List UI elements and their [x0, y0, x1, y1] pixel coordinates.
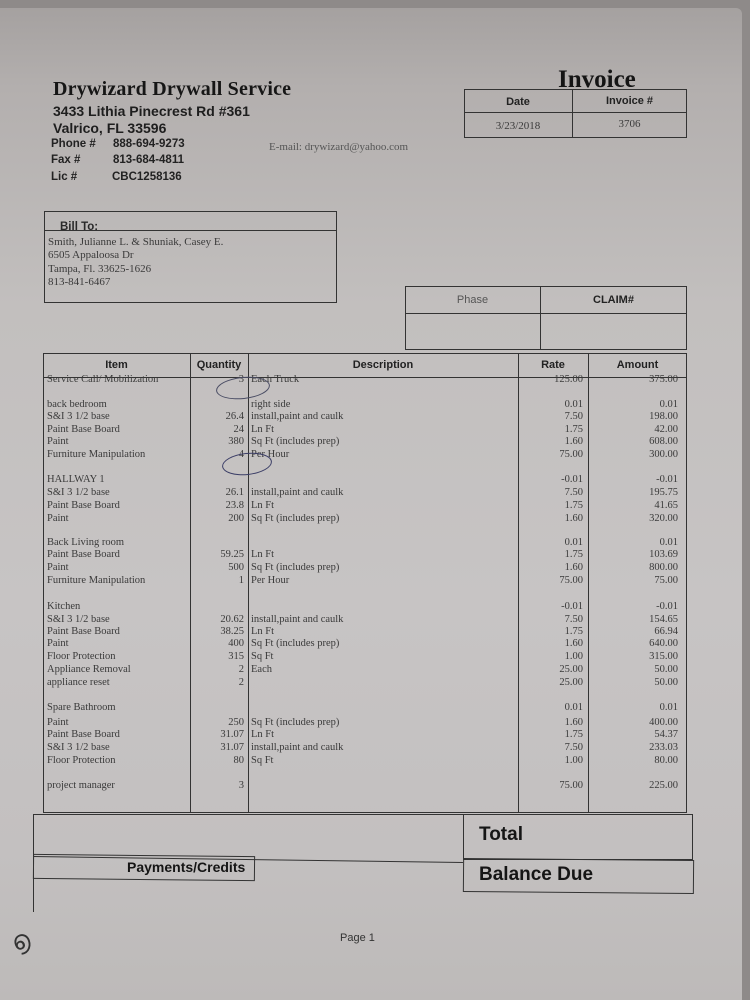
item-cell: S&I 3 1/2 base: [47, 411, 110, 422]
invoice-date: 3/23/2018: [495, 120, 541, 132]
description-cell: Sq Ft: [251, 755, 274, 766]
rate-cell: -0.01: [561, 601, 583, 612]
item-cell: Paint Base Board: [47, 626, 120, 637]
description-cell: Ln Ft: [251, 500, 275, 511]
rate-cell: 7.50: [564, 742, 583, 753]
quantity-cell: 59.25: [220, 549, 244, 560]
description-cell: Sq Ft (includes prep): [251, 717, 340, 728]
invoice-title: Invoice: [558, 66, 636, 93]
date-label: Date: [506, 96, 530, 108]
quantity-cell: 1: [238, 575, 244, 586]
item-cell: appliance reset: [47, 677, 110, 688]
quantity-cell: 20.62: [220, 614, 244, 625]
description-cell: Ln Ft: [251, 729, 275, 740]
quantity-cell: 380: [228, 436, 244, 447]
description-cell: Each Truck: [251, 374, 300, 385]
bill-to-name: Smith, Julianne L. & Shuniak, Casey E.: [48, 236, 224, 248]
amount-cell: -0.01: [656, 601, 678, 612]
rate-cell: 25.00: [559, 664, 583, 675]
total-label: Total: [479, 824, 523, 845]
amount-cell: 400.00: [649, 717, 678, 728]
column-header-amount: Amount: [616, 359, 659, 371]
rate-cell: 1.75: [564, 729, 583, 740]
amount-cell: 41.65: [654, 500, 678, 511]
rate-cell: 75.00: [559, 575, 583, 586]
item-cell: Paint: [47, 638, 69, 649]
quantity-cell: 200: [228, 513, 244, 524]
column-header-item: Item: [105, 359, 128, 371]
description-cell: Ln Ft: [251, 424, 275, 435]
quantity-cell: 2: [238, 677, 244, 688]
rate-cell: 1.75: [564, 626, 583, 637]
amount-cell: 75.00: [654, 575, 678, 586]
item-cell: S&I 3 1/2 base: [47, 614, 110, 625]
license-label: Lic #: [51, 171, 78, 183]
column-header-rate: Rate: [541, 359, 565, 371]
company-address-line1: 3433 Lithia Pinecrest Rd #361: [53, 103, 250, 119]
quantity-cell: 2: [238, 664, 244, 675]
item-cell: Service Call/ Mobilization: [47, 374, 159, 385]
rate-cell: 1.75: [564, 424, 583, 435]
description-cell: Ln Ft: [251, 626, 275, 637]
invoice-number-label: Invoice #: [605, 95, 654, 107]
description-cell: Each: [251, 664, 272, 675]
description-cell: Ln Ft: [251, 549, 275, 560]
quantity-cell: 24: [233, 424, 244, 435]
description-cell: install,paint and caulk: [251, 614, 344, 625]
rate-cell: 0.01: [564, 537, 583, 548]
rate-cell: 1.60: [564, 436, 583, 447]
item-cell: project manager: [47, 780, 115, 791]
rate-cell: 1.00: [564, 755, 583, 766]
quantity-cell: 80: [233, 755, 244, 766]
item-cell: Floor Protection: [47, 755, 116, 766]
column-header-quantity: Quantity: [196, 359, 242, 371]
rate-cell: 75.00: [559, 780, 583, 791]
amount-cell: 225.00: [649, 780, 678, 791]
item-cell: Spare Bathroom: [47, 702, 116, 713]
amount-cell: 66.94: [654, 626, 678, 637]
divider: [405, 313, 687, 314]
quantity-cell: 26.4: [225, 411, 244, 422]
description-cell: install,paint and caulk: [251, 411, 344, 422]
column-divider: [190, 353, 191, 813]
quantity-cell: 500: [228, 562, 244, 573]
company-address-line2: Valrico, FL 33596: [53, 120, 167, 136]
amount-cell: 800.00: [649, 562, 678, 573]
rate-cell: -0.01: [561, 474, 583, 485]
quantity-cell: 3: [238, 374, 244, 385]
amount-cell: 103.69: [649, 549, 678, 560]
item-cell: Paint: [47, 513, 69, 524]
rate-cell: 1.75: [564, 549, 583, 560]
amount-cell: -0.01: [656, 474, 678, 485]
column-divider: [588, 353, 589, 813]
description-cell: install,paint and caulk: [251, 487, 344, 498]
amount-cell: 154.65: [649, 614, 678, 625]
rate-cell: 1.75: [564, 500, 583, 511]
rate-cell: 1.60: [564, 562, 583, 573]
amount-cell: 233.03: [649, 742, 678, 753]
balance-due-label: Balance Due: [479, 864, 594, 885]
column-divider: [248, 353, 249, 813]
item-cell: Paint Base Board: [47, 500, 120, 511]
item-cell: HALLWAY 1: [47, 474, 105, 485]
license-value: CBC1258136: [112, 171, 182, 183]
invoice-page: [0, 8, 742, 1000]
handwritten-scribble: ൭: [7, 923, 34, 958]
phase-label: Phase: [456, 294, 489, 306]
amount-cell: 195.75: [649, 487, 678, 498]
quantity-cell: 250: [228, 717, 244, 728]
quantity-cell: 3: [238, 780, 244, 791]
column-divider: [518, 353, 519, 813]
bill-to-city: Tampa, Fl. 33625-1626: [48, 263, 152, 275]
company-email: E-mail: drywizard@yahoo.com: [269, 141, 409, 153]
bill-to-street: 6505 Appaloosa Dr: [48, 249, 134, 261]
item-cell: Floor Protection: [47, 651, 116, 662]
amount-cell: 640.00: [649, 638, 678, 649]
item-cell: Furniture Manipulation: [47, 449, 146, 460]
item-cell: Paint: [47, 562, 69, 573]
item-cell: Paint: [47, 717, 69, 728]
amount-cell: 0.01: [659, 537, 678, 548]
rate-cell: 1.60: [564, 717, 583, 728]
amount-cell: 0.01: [659, 702, 678, 713]
description-cell: install,paint and caulk: [251, 742, 344, 753]
description-cell: Sq Ft (includes prep): [251, 562, 340, 573]
rate-cell: 25.00: [559, 677, 583, 688]
description-cell: Sq Ft: [251, 651, 274, 662]
rate-cell: 1.00: [564, 651, 583, 662]
item-cell: Paint Base Board: [47, 424, 120, 435]
amount-cell: 315.00: [649, 651, 678, 662]
quantity-cell: 4: [238, 449, 244, 460]
rate-cell: 1.60: [564, 638, 583, 649]
amount-cell: 50.00: [654, 677, 678, 688]
description-cell: Sq Ft (includes prep): [251, 638, 340, 649]
item-cell: S&I 3 1/2 base: [47, 487, 110, 498]
invoice-number: 3706: [618, 118, 641, 130]
fax-label: Fax #: [51, 154, 81, 166]
amount-cell: 80.00: [654, 755, 678, 766]
rate-cell: 7.50: [564, 411, 583, 422]
quantity-cell: 26.1: [225, 487, 244, 498]
item-cell: Paint Base Board: [47, 729, 120, 740]
quantity-cell: 400: [228, 638, 244, 649]
item-cell: Furniture Manipulation: [47, 575, 146, 586]
item-cell: Appliance Removal: [47, 664, 131, 675]
item-cell: Kitchen: [47, 601, 81, 612]
claim-label: CLAIM#: [593, 294, 634, 306]
bill-to-title: Bill To:: [60, 221, 99, 233]
item-cell: Paint: [47, 436, 69, 447]
fax-value: 813-684-4811: [113, 154, 184, 166]
phone-label: Phone #: [51, 138, 96, 150]
amount-cell: 42.00: [654, 424, 678, 435]
company-name: Drywizard Drywall Service: [53, 78, 292, 100]
amount-cell: 300.00: [649, 449, 678, 460]
item-cell: Back Living room: [47, 537, 124, 548]
item-cell: Paint Base Board: [47, 549, 120, 560]
quantity-cell: 31.07: [220, 729, 244, 740]
description-cell: Sq Ft (includes prep): [251, 436, 340, 447]
quantity-cell: 315: [228, 651, 244, 662]
description-cell: Sq Ft (includes prep): [251, 513, 340, 524]
rate-cell: 75.00: [559, 449, 583, 460]
page-number: Page 1: [340, 932, 375, 944]
bill-to-phone: 813-841-6467: [48, 276, 111, 288]
item-cell: S&I 3 1/2 base: [47, 742, 110, 753]
amount-cell: 375.00: [649, 374, 678, 385]
amount-cell: 50.00: [654, 664, 678, 675]
rate-cell: 7.50: [564, 487, 583, 498]
amount-cell: 608.00: [649, 436, 678, 447]
description-cell: Per Hour: [251, 575, 290, 586]
rate-cell: 0.01: [564, 702, 583, 713]
description-cell: Per Hour: [251, 449, 290, 460]
payments-credits-label: Payments/Credits: [127, 859, 246, 875]
description-cell: right side: [251, 399, 291, 410]
rate-cell: 0.01: [564, 399, 583, 410]
quantity-cell: 23.8: [225, 500, 244, 511]
phone-value: 888-694-9273: [113, 138, 185, 150]
rate-cell: 125.00: [554, 374, 583, 385]
column-header-description: Description: [352, 359, 414, 371]
amount-cell: 0.01: [659, 399, 678, 410]
quantity-cell: 31.07: [220, 742, 244, 753]
amount-cell: 54.37: [654, 729, 678, 740]
amount-cell: 320.00: [649, 513, 678, 524]
rate-cell: 7.50: [564, 614, 583, 625]
item-cell: back bedroom: [47, 399, 107, 410]
divider: [464, 112, 687, 113]
rate-cell: 1.60: [564, 513, 583, 524]
amount-cell: 198.00: [649, 411, 678, 422]
quantity-cell: 38.25: [220, 626, 244, 637]
